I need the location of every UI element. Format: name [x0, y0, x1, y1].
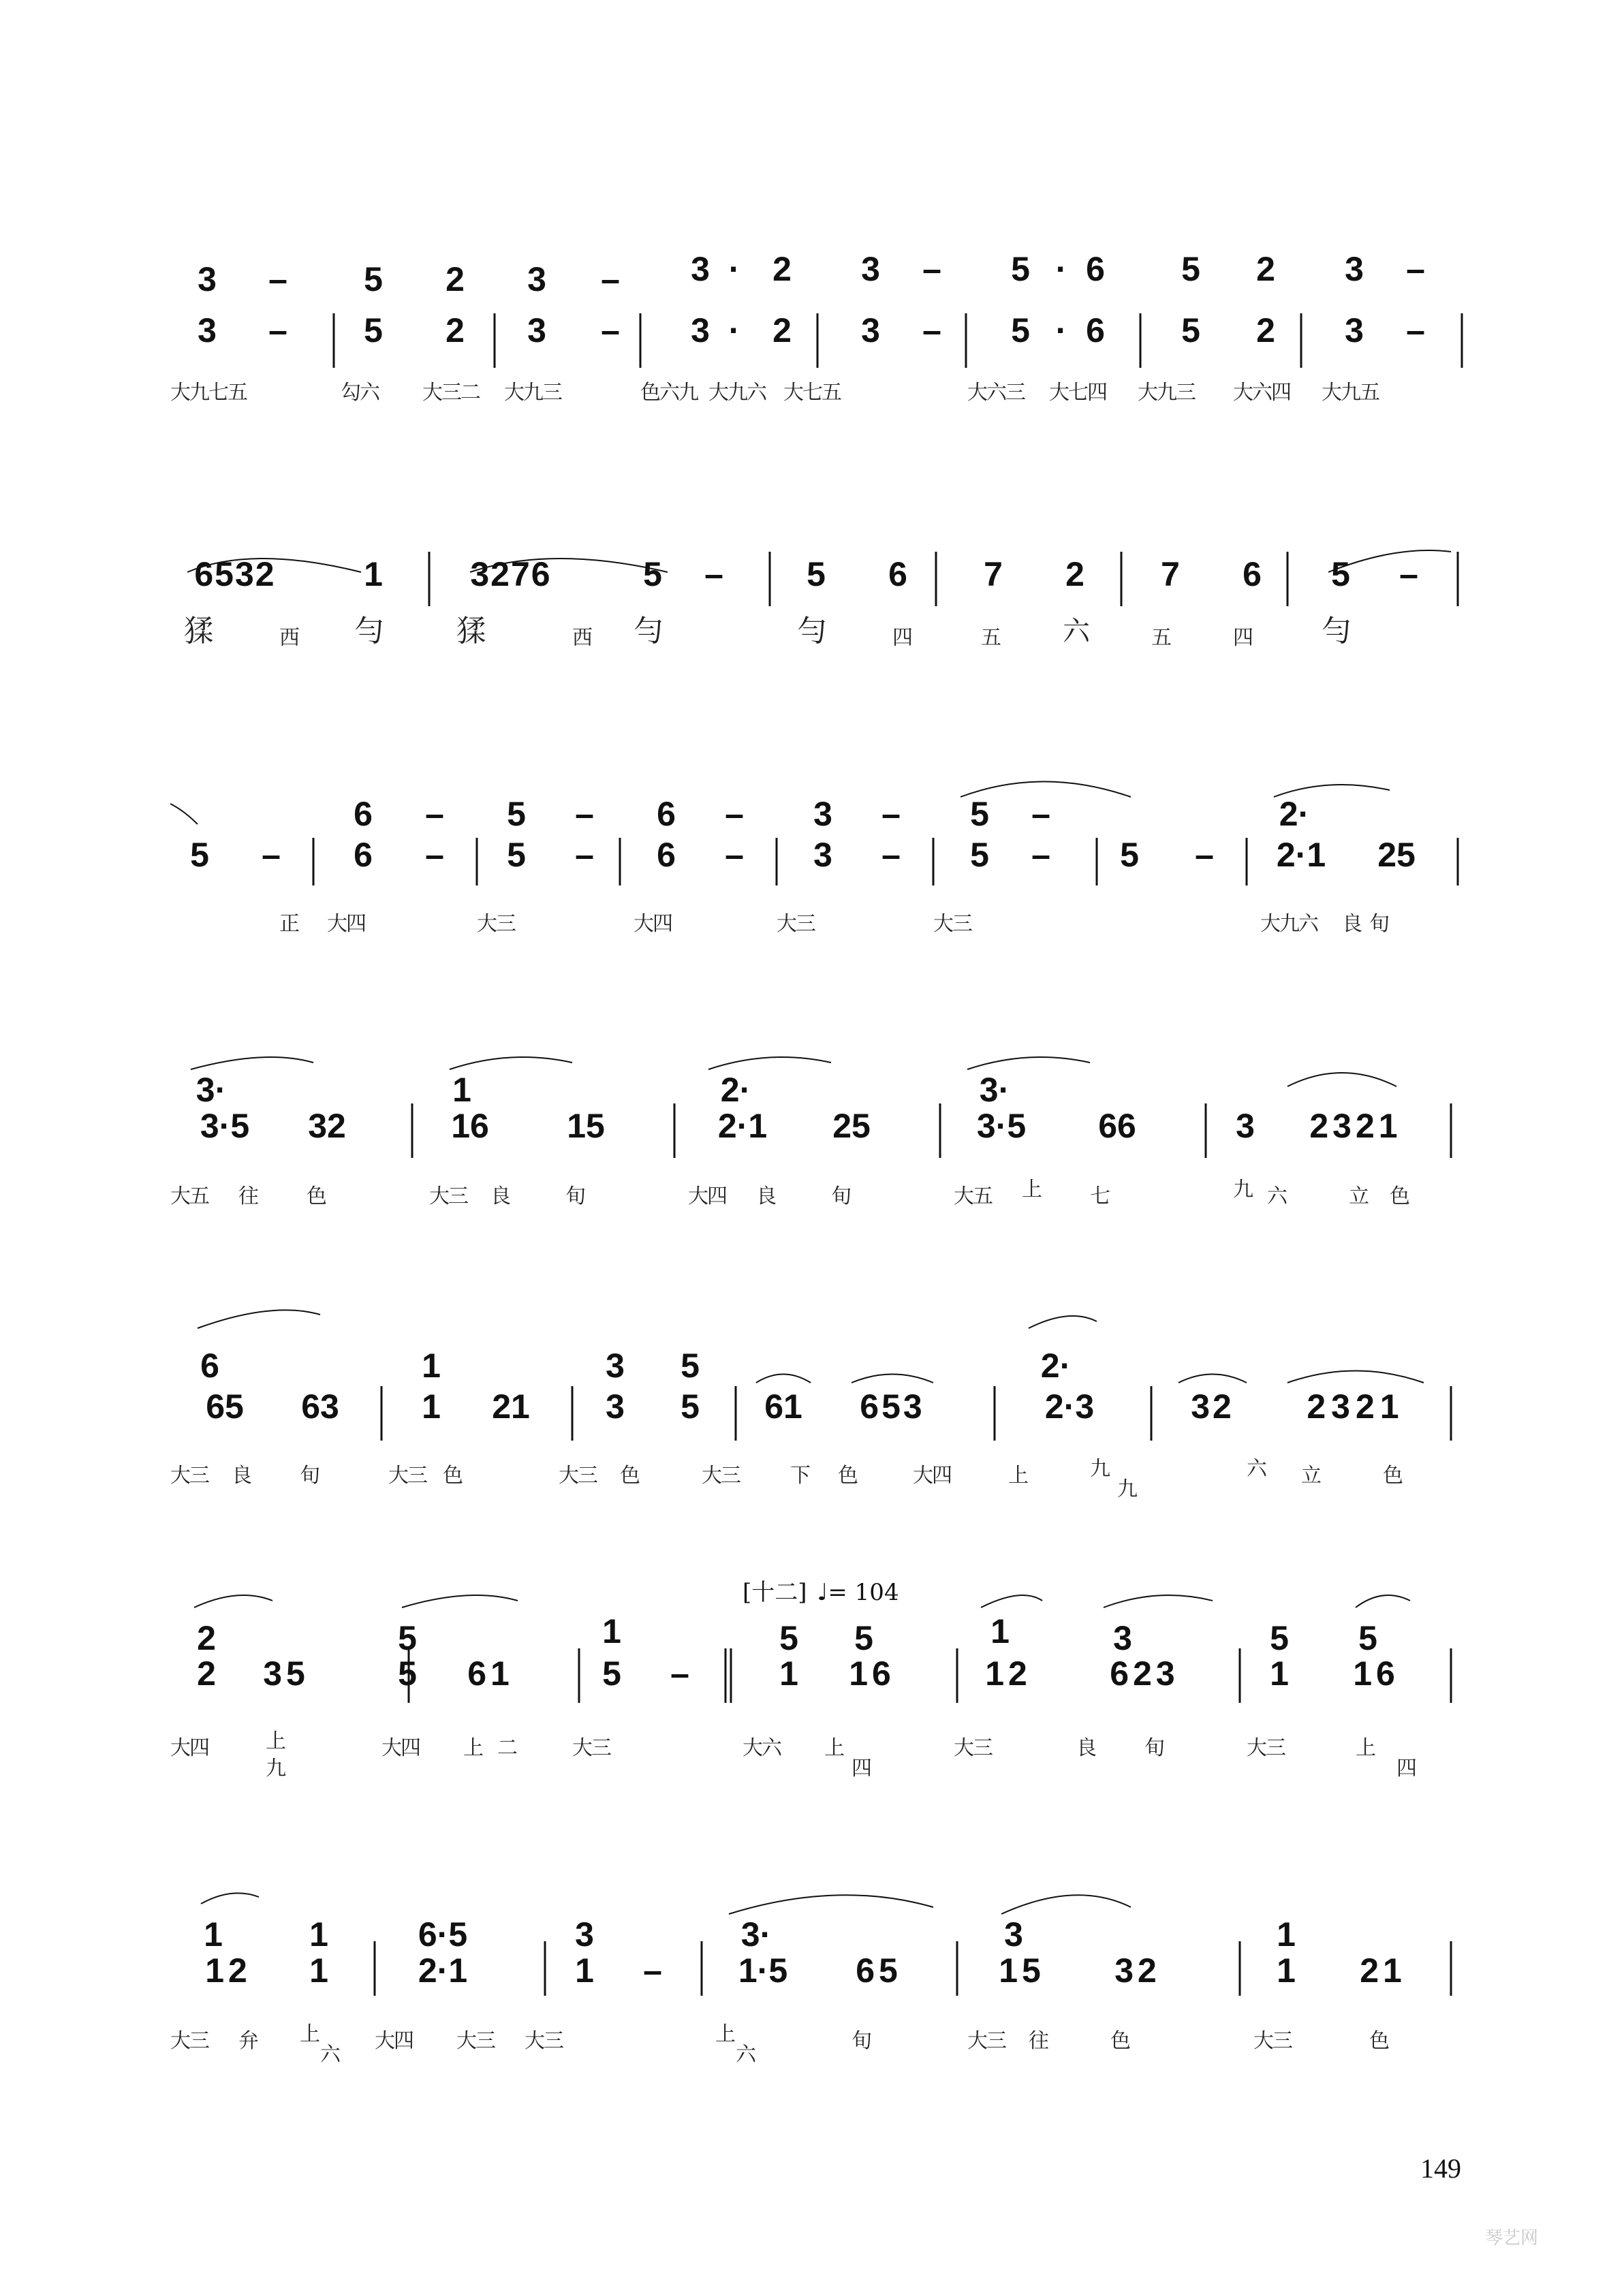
jianzi: 大四 [375, 2029, 413, 2053]
jianzi: 良 [490, 1184, 510, 1208]
note: 3 [813, 836, 832, 874]
note: 65 [206, 1387, 244, 1426]
note: – [1031, 836, 1050, 874]
jianzi: 立 [1349, 1184, 1368, 1208]
note: 3·5 [976, 1107, 1027, 1145]
jianzi: 大三 [702, 1464, 740, 1488]
jianzi: 大三 [477, 912, 515, 936]
note: – [575, 795, 594, 833]
note: 2 [446, 311, 465, 349]
jianzi: 旬 [831, 1184, 850, 1208]
note: 7 [984, 555, 1003, 593]
note: 653 [860, 1387, 925, 1426]
jianzi: 大四 [688, 1184, 726, 1208]
note: 2 [1256, 311, 1275, 349]
jianzi: 大七四 [1049, 381, 1106, 405]
note: 6 [354, 836, 373, 874]
jianzi: 大七五 [783, 381, 841, 405]
jianzi: 大四 [381, 1736, 420, 1760]
note: – [1195, 836, 1214, 874]
note: 3 [1004, 1915, 1023, 1954]
note: 1 [1277, 1951, 1296, 1990]
note: 3276 [470, 555, 552, 593]
jianzi: 大三 [429, 1184, 467, 1208]
jianzi: 旬 [565, 1184, 584, 1208]
note: 5 [1120, 836, 1139, 874]
note: 5 [190, 836, 209, 874]
jianzi: 六 [1247, 1457, 1266, 1481]
note: 5 [681, 1387, 700, 1426]
slurs-barlines [170, 1022, 1465, 1199]
note: 65 [856, 1951, 902, 1990]
note: 3 [527, 260, 546, 298]
note: 1 [779, 1654, 798, 1693]
note: 3 [861, 311, 880, 349]
note: 5 [364, 260, 383, 298]
jianzi: 勻 [797, 614, 826, 648]
jianzi: 大四 [170, 1736, 208, 1760]
jianzi: 弁 [238, 2029, 257, 2053]
note: 5 [854, 1619, 873, 1657]
note: 2· [1279, 795, 1310, 833]
note: 2 [1065, 555, 1084, 593]
jianzi: 勻 [1322, 614, 1350, 648]
note: 5 [602, 1654, 621, 1693]
slurs-barlines [170, 1301, 1465, 1478]
note: 21 [492, 1387, 530, 1426]
note: 7 [1161, 555, 1180, 593]
note: – [262, 836, 281, 874]
note: 2·3 [1044, 1387, 1095, 1426]
note: 3 [606, 1387, 625, 1426]
jianzi: 色 [1110, 2029, 1129, 2053]
page-number: 149 [1420, 2153, 1461, 2184]
note: 6 [657, 836, 676, 874]
barlines [170, 211, 1465, 388]
note: 6 [1086, 311, 1105, 349]
note: 2· [1040, 1347, 1072, 1385]
jianzi: 大五 [170, 1184, 208, 1208]
jianzi: 大四 [327, 912, 365, 936]
section-label: [十二] [743, 1579, 807, 1606]
note: – [643, 1951, 662, 1990]
jianzi: 大四 [913, 1464, 951, 1488]
jianzi: 色 [443, 1464, 462, 1488]
jianzi: 西 [572, 626, 591, 650]
note: – [1399, 555, 1418, 593]
note: 3 [1345, 250, 1364, 288]
jianzi: 色 [307, 1184, 326, 1208]
note: – [922, 250, 941, 288]
note: 32 [1191, 1387, 1234, 1426]
note: 61 [764, 1387, 802, 1426]
note: – [575, 836, 594, 874]
note: 5 [398, 1654, 417, 1693]
jianzi: 大三 [967, 2029, 1005, 2053]
note: 5 [1181, 250, 1200, 288]
note: 2321 [1309, 1107, 1402, 1145]
note: 5 [643, 555, 662, 593]
note: – [881, 795, 901, 833]
note: 3 [813, 795, 832, 833]
note: 1 [422, 1387, 441, 1426]
note: · [728, 311, 740, 349]
note: 12 [985, 1654, 1031, 1693]
note: 3 [1345, 311, 1364, 349]
note: 1 [1277, 1915, 1296, 1954]
note: – [704, 555, 723, 593]
note: 2 [446, 260, 465, 298]
jianzi: 勾六 [341, 381, 379, 405]
jianzi: 立 [1301, 1464, 1320, 1488]
note: 21 [1360, 1951, 1406, 1990]
note: 66 [1098, 1107, 1136, 1145]
jianzi: 九 [266, 1757, 285, 1780]
jianzi: 大三 [933, 912, 971, 936]
note: 25 [832, 1107, 871, 1145]
note: 3· [740, 1915, 772, 1954]
jianzi: 大九七五 [170, 381, 247, 405]
note: 16 [849, 1654, 895, 1693]
note: 2 [197, 1654, 216, 1693]
jianzi: 色 [620, 1464, 639, 1488]
jianzi: 猱 [456, 614, 485, 648]
note: 3· [196, 1071, 227, 1109]
note: 5 [507, 795, 526, 833]
note: 5 [364, 311, 383, 349]
jianzi: 色六九 [640, 381, 698, 405]
jianzi: 良 [756, 1184, 775, 1208]
note: 63 [301, 1387, 339, 1426]
note: 5 [507, 836, 526, 874]
note: 2 [772, 250, 792, 288]
note: – [1406, 250, 1425, 288]
note: 3 [1236, 1107, 1255, 1145]
jianzi: 猱 [184, 614, 213, 648]
jianzi: 七 [1090, 1184, 1109, 1208]
note: 1 [364, 555, 383, 593]
note: 12 [205, 1951, 251, 1990]
note: 3 [198, 260, 217, 298]
note: 6·5 [418, 1915, 468, 1954]
jianzi: 色 [1383, 1464, 1402, 1488]
jianzi: 良 [1076, 1736, 1095, 1760]
jianzi: 勻 [634, 614, 662, 648]
jianzi: 旬 [852, 2029, 871, 2053]
note: 3 [198, 311, 217, 349]
jianzi: 九 [1233, 1178, 1252, 1202]
note: – [268, 311, 287, 349]
jianzi: 四 [892, 626, 911, 650]
note: 32 [1114, 1951, 1161, 1990]
note: 1 [1270, 1654, 1289, 1693]
tempo-value: ♩= 104 [817, 1579, 899, 1606]
note: – [881, 836, 901, 874]
note: – [1406, 311, 1425, 349]
note: 5 [779, 1619, 798, 1657]
note: 5 [1358, 1619, 1377, 1657]
note: 6 [1243, 555, 1262, 593]
jianzi: 大九六 [708, 381, 766, 405]
note: 2 [772, 311, 792, 349]
jianzi: 四 [1396, 1757, 1416, 1780]
note: 623 [1110, 1654, 1179, 1693]
note: 3· [979, 1071, 1010, 1109]
note: – [601, 260, 620, 298]
jianzi: 往 [1029, 2029, 1048, 2053]
note: 16 [451, 1107, 489, 1145]
note: 1 [602, 1612, 621, 1650]
jianzi: 上 [1022, 1178, 1041, 1202]
note: 2 [1256, 250, 1275, 288]
jianzi: 九 [1117, 1477, 1136, 1501]
jianzi: 旬 [300, 1464, 319, 1488]
jianzi: 大九六 [1260, 912, 1317, 936]
jianzi: 大三二 [422, 381, 480, 405]
note: 1 [452, 1071, 471, 1109]
note: 15 [567, 1107, 605, 1145]
jianzi: 大三 [170, 1464, 208, 1488]
jianzi: 旬 [1369, 912, 1388, 936]
watermark: 琴艺网 [1485, 2228, 1539, 2248]
jianzi: 二 [497, 1736, 516, 1760]
note: 5 [1331, 555, 1350, 593]
jianzi: 大九五 [1322, 381, 1379, 405]
note: 5 [1270, 1619, 1289, 1657]
note: – [1031, 795, 1050, 833]
jianzi: 下 [790, 1464, 809, 1488]
jianzi: 上 [300, 2022, 319, 2046]
jianzi: 大三 [954, 1736, 992, 1760]
note: 2 [197, 1619, 216, 1657]
note: 35 [263, 1654, 309, 1693]
note: – [425, 795, 444, 833]
note: 1 [422, 1347, 441, 1385]
jianzi: 大三 [388, 1464, 426, 1488]
note: 6 [200, 1347, 219, 1385]
jianzi: 大三 [456, 2029, 495, 2053]
note: · [728, 250, 740, 288]
note: 1 [309, 1915, 328, 1954]
note: 6 [657, 795, 676, 833]
jianzi: 色 [1369, 2029, 1388, 2053]
jianzi: 西 [279, 626, 298, 650]
note: – [922, 311, 941, 349]
note: 6 [888, 555, 907, 593]
note: 16 [1353, 1654, 1399, 1693]
jianzi: 往 [238, 1184, 257, 1208]
jianzi: 大四 [634, 912, 672, 936]
note: 25 [1377, 836, 1416, 874]
jianzi: 大六 [743, 1736, 781, 1760]
note: 15 [999, 1951, 1045, 1990]
jianzi: 大三 [170, 2029, 208, 2053]
jianzi: 大六四 [1233, 381, 1290, 405]
jianzi: 大三 [559, 1464, 597, 1488]
jianzi: 上 [463, 1736, 482, 1760]
note: – [268, 260, 287, 298]
slurs-barlines [170, 1866, 1465, 2043]
jianzi: 四 [1233, 626, 1252, 650]
jianzi: 良 [232, 1464, 251, 1488]
note: – [670, 1654, 689, 1693]
note: 2·1 [1276, 836, 1326, 874]
jianzi: 上 [1356, 1736, 1375, 1760]
note: 3 [527, 311, 546, 349]
note: 2·1 [717, 1107, 768, 1145]
note: 1 [990, 1612, 1010, 1650]
note: 3 [1113, 1619, 1132, 1657]
note: 32 [308, 1107, 346, 1145]
jianzi: 正 [279, 912, 298, 936]
jianzi: 上 [824, 1736, 843, 1760]
note: – [725, 795, 744, 833]
note: · [1055, 311, 1067, 349]
note: 5 [970, 795, 989, 833]
note: 5 [1011, 311, 1030, 349]
jianzi: 九 [1090, 1457, 1109, 1481]
jianzi: 大三 [777, 912, 815, 936]
jianzi: 大九三 [504, 381, 561, 405]
jianzi: 大九三 [1138, 381, 1195, 405]
jianzi: 五 [981, 626, 1000, 650]
jianzi: 色 [838, 1464, 857, 1488]
jianzi: 大三 [572, 1736, 610, 1760]
note: 1 [575, 1951, 594, 1990]
jianzi: 六 [1267, 1184, 1286, 1208]
jianzi: 四 [852, 1757, 871, 1780]
jianzi: 大五 [954, 1184, 992, 1208]
note: 3 [691, 250, 710, 288]
note: 5 [1181, 311, 1200, 349]
jianzi: 上 [1008, 1464, 1027, 1488]
jianzi: 上 [715, 2022, 734, 2046]
note: – [725, 836, 744, 874]
note: 1 [204, 1915, 223, 1954]
note: 5 [681, 1347, 700, 1385]
jianzi: 六 [320, 2043, 339, 2067]
note: 5 [807, 555, 826, 593]
jianzi: 大三 [525, 2029, 563, 2053]
note: 6532 [194, 555, 276, 593]
note: 3 [861, 250, 880, 288]
jianzi: 六 [1063, 616, 1089, 647]
note: 3 [606, 1347, 625, 1385]
jianzi: 大六三 [967, 381, 1025, 405]
note: 5 [1011, 250, 1030, 288]
note: 5 [970, 836, 989, 874]
note: 6 [1086, 250, 1105, 288]
note: 2· [720, 1071, 751, 1109]
note: 1·5 [738, 1951, 788, 1990]
note: 5 [398, 1619, 417, 1657]
note: 3 [691, 311, 710, 349]
jianzi: 五 [1151, 626, 1170, 650]
note: – [601, 311, 620, 349]
note: 1 [309, 1951, 328, 1990]
jianzi: 上 [266, 1729, 285, 1753]
jianzi: 旬 [1144, 1736, 1164, 1760]
note: 2321 [1307, 1387, 1405, 1426]
jianzi: 大三 [1247, 1736, 1285, 1760]
note: 61 [467, 1654, 514, 1693]
jianzi: 良 [1342, 912, 1361, 936]
note: 6 [354, 795, 373, 833]
note: – [425, 836, 444, 874]
jianzi: 六 [736, 2043, 755, 2067]
note: 3·5 [200, 1107, 250, 1145]
jianzi: 色 [1390, 1184, 1409, 1208]
jianzi: 勻 [354, 614, 383, 648]
note: 3 [575, 1915, 594, 1954]
note: 2·1 [418, 1951, 468, 1990]
note: · [1055, 250, 1067, 288]
jianzi: 大三 [1253, 2029, 1292, 2053]
